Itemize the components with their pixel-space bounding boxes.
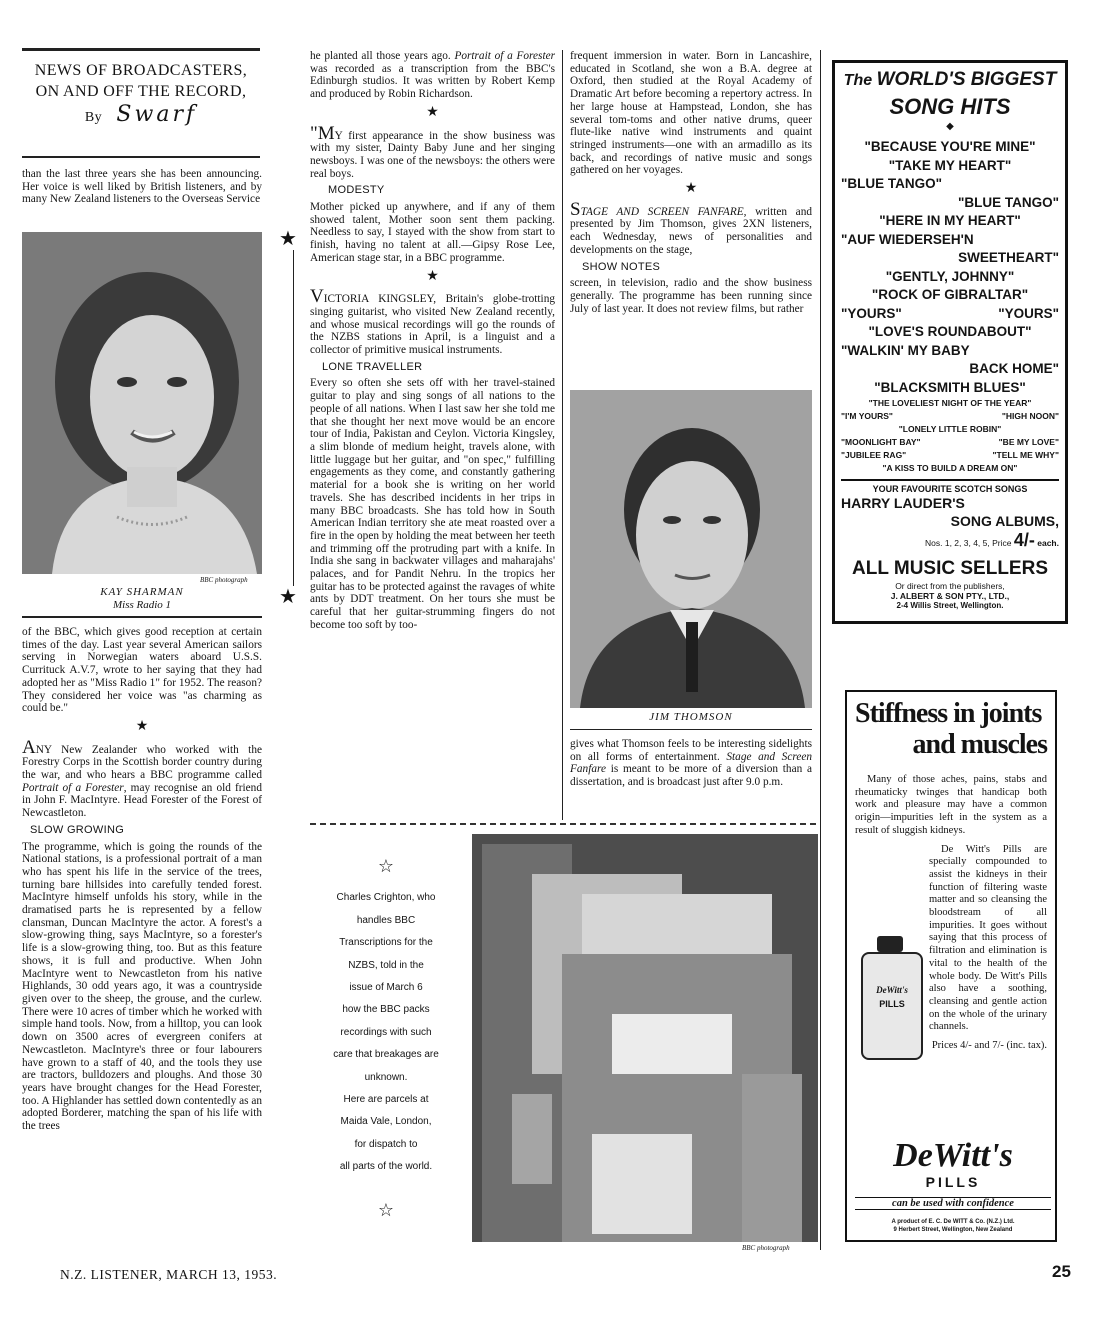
- pill-bottle: [855, 936, 925, 1060]
- gipsy-lead: "MY first appearance in the show business was with my sister, Dainty Baby June and her singing newsboys. I was one of the newsboys: the others were real boys.: [310, 122, 555, 180]
- caption-star-bottom: ☆: [377, 1199, 395, 1220]
- song-item: "BLACKSMITH BLUES": [874, 379, 1026, 395]
- ad-maker: A product of E. C. De WITT & Co. (N.Z.) Ltd. 9 Herbert Street, Wellington, New Zealand: [891, 1219, 1015, 1233]
- song-item: "JUBILEE RAG": [841, 450, 907, 460]
- song-pair: [841, 449, 1059, 462]
- song-item: "HIGH NOON": [1001, 411, 1059, 421]
- column-2-body: [310, 50, 555, 638]
- song-pair: [841, 305, 1059, 324]
- caption-line: issue of March 6: [349, 982, 423, 994]
- caption-line: NZBS, told in the: [348, 959, 424, 971]
- caption-line: Maida Vale, London,: [340, 1116, 432, 1128]
- programme-title: TAGE AND SCREEN FANFARE,: [580, 205, 747, 218]
- kay-photo-credit: BBC photograph: [200, 576, 248, 584]
- dropcap: A: [22, 736, 36, 758]
- dropcap: "M: [310, 122, 335, 144]
- caption-line: Here are parcels at: [343, 1094, 429, 1106]
- ad-heading-sub: SONG HITS: [889, 94, 1011, 119]
- programme-title: Stage and Screen Fanfare: [570, 750, 812, 776]
- column-title-line1: NEWS OF BROADCASTERS,: [34, 62, 248, 79]
- caption-title: Miss Radio 1: [112, 599, 172, 611]
- caption-line: how the BBC packs: [342, 1004, 430, 1016]
- ad-paragraph-2: De Witt's Pills are specially compounded to assist the kidneys in their function of filtering waste matter and so cleansing the bloodstream of all impurities. It goes without saying that this process of filtration and elimination is vital to the health of the whole body. De Witt's Pills also have a soothing, cleansing and gentle action on the whole of the urinary channels.: [929, 843, 1047, 1033]
- caption-name: KAY SHARMAN: [100, 586, 184, 598]
- lauder-line1: HARRY LAUDER'S: [841, 495, 965, 511]
- song-item: "TAKE MY HEART": [888, 157, 1012, 173]
- headline-line2: and muscles: [912, 729, 1047, 760]
- song-item: "GENTLY, JOHNNY": [885, 268, 1015, 284]
- ad-headline: [855, 698, 1047, 760]
- price-line: Nos. 1, 2, 3, 4, 5, Price 4/- each.: [925, 530, 1059, 550]
- caption-line: for dispatch to: [354, 1138, 418, 1150]
- separator-star: ★: [135, 718, 149, 734]
- column-title: [22, 60, 260, 128]
- headline-line1: Stiffness in joints: [855, 698, 1042, 729]
- victoria-lead: VICTORIA KINGSLEY, Britain's globe-trotting singing guitarist, who visited New Zealand recently, and whose musical recordings will go the rounds of the NZBS stations in April, is a linguist and a collector of primitive musical instruments.: [310, 286, 555, 357]
- stage-lead: STAGE AND SCREEN FANFARE, written and presented by Jim Thomson, gives 2XN listeners, each Wednesday, news of personalities and developments on the stage,: [570, 198, 812, 256]
- jim-thomson-caption: JIM THOMSON: [649, 711, 733, 723]
- stage-body: screen, in television, radio and the show business generally. The programme has been running since July of last year. It does not review films, but rather: [570, 277, 812, 315]
- ad-heading: [841, 67, 1059, 134]
- song-item: "BLUE TANGO": [841, 176, 943, 191]
- separator-star: ★: [426, 268, 439, 284]
- caption-line: care that breakages are: [333, 1049, 439, 1061]
- margin-star-top: ★: [279, 228, 297, 250]
- author-signature: Swarf: [116, 102, 198, 127]
- song-item: "YOURS": [998, 305, 1059, 321]
- column-1-body: [22, 626, 262, 1139]
- caption-line: handles BBC: [356, 914, 416, 926]
- song-hits-ad: [832, 60, 1068, 624]
- caption-line: unknown.: [364, 1071, 408, 1083]
- column-divider-2: [562, 50, 563, 820]
- dashed-separator: [310, 823, 816, 825]
- dewitts-logo: [855, 1138, 1051, 1190]
- sidehead-modesty: MODESTY: [328, 184, 385, 197]
- all-music-sellers: ALL MUSIC SELLERS: [852, 558, 1048, 579]
- ad-prices: Prices 4/- and 7/- (inc. tax).: [931, 1040, 1047, 1052]
- publisher-name: J. ALBERT & SON PTY., LTD.,: [890, 591, 1010, 601]
- parcels-caption: [310, 855, 462, 1221]
- kay-sharman-intro: than the last three years she has been announcing. Her voice is well liked by British listeners, and by many New Zealand listeners to the Overseas Service: [22, 168, 262, 206]
- price-value: 4/-: [1013, 530, 1035, 550]
- caption-rule: [22, 616, 262, 618]
- column-title-line2: ON AND OFF THE RECORD,: [35, 83, 247, 100]
- sidehead-lone-traveller: LONE TRAVELLER: [322, 360, 423, 373]
- song-item: BACK HOME": [969, 361, 1059, 376]
- portrait-illustration: [22, 232, 262, 574]
- separator-star: ★: [684, 181, 698, 197]
- column-3-end: [570, 738, 812, 795]
- song-pair: [841, 436, 1059, 449]
- margin-star-bottom: ★: [279, 586, 297, 608]
- programme-title: Portrait of a Forester: [22, 781, 124, 794]
- bottle-label: PILLS: [879, 998, 905, 1009]
- gipsy-body: Mother picked up anywhere, and if any of them showed talent, Mother soon sent them packing. Needless to say, I stayed with the show from start to finish, having no talent at all.—Gipsy Rose Lee, American stage star, in a BBC programme.: [310, 201, 555, 264]
- ad-paragraph-1: Many of those aches, pains, stabs and rheumaticky twinges that handicap both work and pleasure may have a common origin—impurities left in the system as a result of sluggish kidneys.: [855, 774, 1047, 836]
- song-item: "YOURS": [841, 305, 902, 321]
- forester-continuation: he planted all those years ago. Portrait of a Forester was recorded as a transcription from the BBC's Edinburgh studios. It was written by Robert Kemp and produced by Robin Richardson.: [310, 50, 555, 101]
- song-item: "MOONLIGHT BAY": [841, 437, 921, 447]
- caption-line: Transcriptions for the: [339, 937, 433, 949]
- stage-continuation: gives what Thomson feels to be interesting sidelights on all forms of entertainment. Stage and Screen Fanfare is meant to be more of a diversion than a dissertation, and is broadcast just after 9.0 p.m.: [570, 738, 812, 789]
- ad-body: [855, 774, 1047, 1053]
- song-item: "AUF WIEDERSEH'N: [841, 231, 974, 247]
- byline: [22, 104, 260, 128]
- separator-star: ★: [426, 104, 439, 120]
- parcels-photo-credit: BBC photograph: [742, 1244, 790, 1252]
- header-bottom-rule: [22, 156, 260, 158]
- kay-sharman-photo: [22, 232, 262, 574]
- song-item: "BECAUSE YOU'RE MINE": [864, 139, 1036, 154]
- forester-lead: ANY New Zealander who worked with the Forestry Corps in the Scottish border country during the war, and who hears a BBC programme called Portrait of a Forester, may recognise an old friend in John F. MacIntyre. Head Forester of the Forest of Newcastleton.: [22, 736, 262, 820]
- song-item: "WALKIN' MY BABY: [841, 342, 970, 358]
- caption-star-top: ☆: [377, 856, 395, 876]
- column-1-intro: [22, 168, 262, 212]
- song-item: "ROCK OF GIBRALTAR": [871, 287, 1029, 302]
- song-item: "BE MY LOVE": [998, 437, 1059, 447]
- publication-footer: N.Z. LISTENER, MARCH 13, 1953.: [60, 1267, 278, 1282]
- song-item: SWEETHEART": [958, 250, 1059, 265]
- column-3-body: [570, 50, 812, 321]
- song-item: "I'M YOURS": [841, 411, 893, 421]
- kay-sharman-caption: [22, 586, 262, 612]
- caption-line: Charles Crighton, who: [336, 892, 436, 904]
- ad-slogan: can be used with confidence: [855, 1197, 1051, 1210]
- publisher-direct: Or direct from the publishers,: [895, 581, 1005, 591]
- jim-thomson-photo: [570, 390, 812, 708]
- byline-by: By: [84, 110, 103, 125]
- song-item: "BLUE TANGO": [957, 194, 1059, 210]
- song-item: "LOVE'S ROUNDABOUT": [868, 324, 1032, 339]
- lauder-line2: SONG ALBUMS,: [950, 513, 1059, 529]
- column-divider-3: [820, 50, 821, 1250]
- portrait-illustration: [570, 390, 812, 708]
- caption-line: all parts of the world.: [339, 1161, 433, 1173]
- logo-brand: DeWitt's: [893, 1137, 1013, 1174]
- ad-heading-the: The: [843, 72, 873, 89]
- dropcap: S: [570, 198, 581, 220]
- header-top-rule: [22, 48, 260, 51]
- song-item: "TELL ME WHY": [992, 450, 1059, 460]
- victoria-continuation: frequent immersion in water. Born in Lancashire, educated in Scotland, she won a B.A. degree at Oxford, then studied at the Royal Academy of Dramatic Art before becoming a repertory actress. In her large house at Hampstead, London, she has several tom-toms and other native drums, queer flute-like native wind instruments and quaint stringed instruments—one with an armadillo as its back, and recordings of native music and songs gathered on her voyages.: [570, 50, 812, 177]
- song-list: [841, 138, 1059, 475]
- dewitts-ad: [845, 690, 1057, 1242]
- song-item-small: "THE LOVELIEST NIGHT OF THE YEAR": [868, 398, 1032, 408]
- song-item-small: "A KISS TO BUILD A DREAM ON": [882, 463, 1018, 473]
- victoria-body: Every so often she sets off with her travel-stained guitar to play and sing songs of all nations to the people of all nations. When I last saw her she told me that she thought her next move would be an encore tour of India, Pakistan and Ceylon. Victoria Kingsley, a slim blonde of medium height, travels alone, with little luggage but her guitar, and "on spec," fulfilling engagements as they come, and constantly gathering material for a book she is writing on her world travels. She has described incidents in her trips in many BBC broadcasts. She has told how in South American Indian territory she ate meat roasted over a fire in the open by holding the meat between her teeth and trimming off the protruding part with a knife. In India she sang in backwater villages and maharajahs' palaces, and for Pandit Nehru. In the tropics her guitar has to be protected against the ravages of white ants by DDT treatment. On her tours she must be careful that her guitar-strumming fingers do not become too soft by too-: [310, 377, 555, 631]
- parcels-illustration: [472, 834, 818, 1242]
- scotch-songs-line: YOUR FAVOURITE SCOTCH SONGS: [872, 484, 1028, 494]
- sidehead-slow-growing: SLOW GROWING: [30, 823, 125, 836]
- dropcap: V: [310, 286, 324, 308]
- sidehead-show-notes: SHOW NOTES: [582, 260, 661, 273]
- publisher-address: 2-4 Willis Street, Wellington.: [896, 601, 1004, 610]
- logo-pills: PILLS: [925, 1174, 981, 1190]
- parcels-photo: [472, 834, 818, 1242]
- kay-sharman-text: of the BBC, which gives good reception at certain times of the day. Last year several American sailors serving in Norwegian waters aboard U.S.S. Currituck A.V.7, wrote to her saying that they had adopted her as "Miss Radio 1" for 1952. The reason? They considered her voice was "as charming as could be.": [22, 626, 262, 715]
- bottle-brand: DeWitt's: [876, 984, 908, 995]
- diamond-icon: ◆: [946, 121, 954, 132]
- song-item: "HERE IN MY HEART": [879, 213, 1021, 228]
- page-number: 25: [1052, 1262, 1071, 1281]
- column-divider-1: [293, 250, 294, 586]
- caption-line: recordings with such: [340, 1026, 432, 1038]
- forester-body: The programme, which is going the rounds of the National stations, is a professional portrait of a man who has spent his life in the service of the trees, turning bare hillsides into carefully tended forest. MacIntyre himself unfolds his story, while in the dramatised parts he is represented by a fellow clansman, Duncan MacIntyre the actor. A forest's a slow-growing thing, says MacIntyre, so a forester's life is a slow-growing thing, too. But as this feature shows, it is full and productive. When John MacIntyre went to Newcastleton from his native Highlands, 30 odd years ago, it was a countryside given over to the sheep, the grouse, and the curlew. There were 10 acres of timber which he worked with simple hand tools. Now, from a hilltop, you can look down on 3500 acres of evergreen conifers at Newcastleton. MacIntyre's three or four labourers have grown to a staff of 40, and the tools they use are tractors, bulldozers and ploughs. And those 30 years have brought changes for the Head Forester, too. A Highlander has settled down contentedly as an adopted Borderer, matching the span of his life with the trees: [22, 840, 263, 1133]
- ad-heading-main: WORLD'S BIGGEST: [876, 69, 1057, 90]
- song-item-small: "LONELY LITTLE ROBIN": [898, 424, 1002, 434]
- caption-rule: [570, 729, 812, 730]
- song-pair: [841, 410, 1059, 423]
- programme-title: Portrait of a Forester: [454, 50, 555, 62]
